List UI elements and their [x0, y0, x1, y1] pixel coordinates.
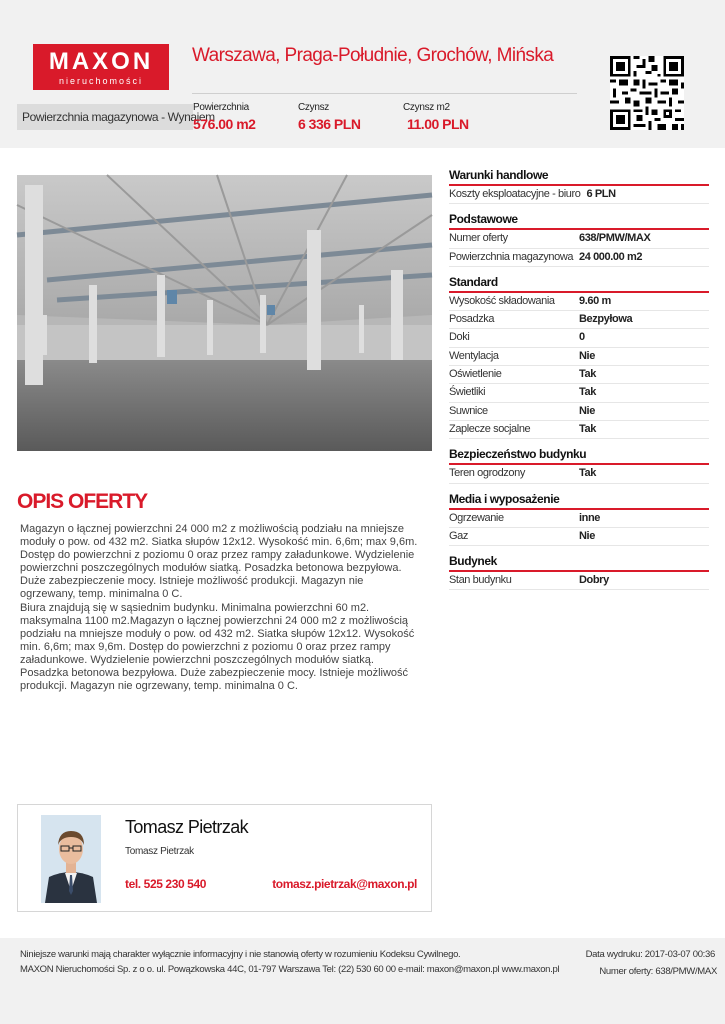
detail-row: [449, 510, 709, 528]
detail-key: Zaplecze socjalne: [449, 422, 531, 435]
detail-row: [449, 293, 709, 311]
header: [0, 0, 725, 148]
detail-row: [449, 528, 709, 546]
detail-row: [449, 384, 709, 402]
detail-row: [449, 403, 709, 421]
detail-value: Tak: [579, 422, 596, 435]
description-title: OPIS OFERTY: [17, 490, 148, 513]
footer: [0, 938, 725, 1024]
detail-key: Wentylacja: [449, 349, 499, 362]
qr-code-icon[interactable]: [610, 56, 684, 130]
agent-subtitle: Tomasz Pietrzak: [125, 846, 194, 857]
detail-value: 6 PLN: [586, 188, 616, 200]
header-divider: [192, 93, 577, 94]
section-title: Standard: [449, 275, 709, 293]
section-media: [449, 492, 709, 547]
section-standard: [449, 275, 709, 439]
detail-row: [449, 572, 709, 590]
section-title: Podstawowe: [449, 212, 709, 230]
rent-m2-value: 11.00 PLN: [407, 116, 469, 132]
details-panel: [449, 168, 709, 598]
detail-key: Ogrzewanie: [449, 511, 504, 524]
agent-phone-link[interactable]: tel. 525 230 540: [125, 877, 207, 891]
agent-card: [17, 804, 432, 912]
rent-m2-label: Czynsz m2: [403, 102, 450, 113]
section-title: Warunki handlowe: [449, 168, 709, 186]
detail-value: Dobry: [579, 574, 609, 587]
detail-row: [449, 421, 709, 439]
maxon-logo[interactable]: [33, 44, 169, 90]
detail-key: Teren ogrodzony: [449, 467, 525, 480]
detail-value: 24 000.00 m2: [579, 250, 643, 263]
detail-value: 9.60 m: [579, 294, 611, 307]
footer-offer-number: Numer oferty: 638/PMW/MAX: [599, 966, 717, 977]
detail-key: Koszty eksploatacyjne - biuro: [449, 188, 581, 200]
agent-avatar: [41, 815, 101, 903]
footer-disclaimer: Niniejsze warunki mają charakter wyłącznie informacyjny i nie stanowią oferty w rozumieniu Kodeksu Cywilnego.: [20, 949, 461, 960]
detail-value: Bezpyłowa: [579, 313, 633, 326]
area-label: Powierzchnia: [193, 102, 249, 113]
detail-key: Numer oferty: [449, 232, 508, 245]
agent-email-link[interactable]: tomasz.pietrzak@maxon.pl: [272, 877, 417, 891]
detail-value: 0: [579, 331, 585, 344]
section-warunki: [449, 168, 709, 204]
rent-label: Czynsz: [298, 102, 329, 113]
detail-key: Świetliki: [449, 386, 486, 399]
rent-block: [298, 102, 360, 132]
rent-value: 6 336 PLN: [298, 116, 361, 132]
agent-name: Tomasz Pietrzak: [125, 817, 249, 837]
detail-key: Oświetlenie: [449, 368, 502, 381]
section-budynek: [449, 554, 709, 590]
section-title: Media i wyposażenie: [449, 492, 709, 510]
detail-value: Nie: [579, 404, 595, 417]
description: [20, 523, 420, 693]
detail-key: Powierzchnia magazynowa: [449, 250, 574, 263]
detail-row: [449, 249, 709, 267]
rent-m2-block: [403, 102, 469, 132]
detail-row: [449, 311, 709, 329]
warehouse-photo: [17, 175, 432, 451]
section-bezpieczenstwo: [449, 447, 709, 483]
detail-row: [449, 465, 709, 483]
detail-row: [449, 348, 709, 366]
logo-name: MAXON: [48, 48, 154, 75]
detail-key: Posadzka: [449, 313, 495, 326]
detail-value: Nie: [579, 349, 595, 362]
offer-type: Powierzchnia magazynowa - Wynajem: [17, 104, 193, 130]
detail-value: Nie: [579, 529, 595, 542]
detail-row: [449, 366, 709, 384]
detail-row: [449, 186, 709, 204]
detail-key: Gaz: [449, 529, 468, 542]
footer-company: MAXON Nieruchomości Sp. z o o. ul. Powązkowska 44C, 01-797 Warszawa Tel: (22) 530 60 00 e-mail: maxon@maxon.pl www.maxon.pl: [20, 964, 560, 975]
area-value: 576.00 m2: [193, 116, 256, 132]
detail-row: [449, 329, 709, 347]
detail-value: Tak: [579, 467, 596, 480]
section-title: Budynek: [449, 554, 709, 572]
logo-sub: nieruchomości: [58, 76, 144, 86]
area-block: [193, 102, 255, 132]
detail-key: Doki: [449, 331, 470, 344]
footer-print-date: Data wydruku: 2017-03-07 00:36: [585, 949, 715, 960]
detail-value: Tak: [579, 368, 596, 381]
description-text: Magazyn o łącznej powierzchni 24 000 m2 z możliwością podziału na mniejsze moduły o pow. od 432 m2. Siatka słupów 12x12. Wysokość min. 6,6m; max 9,6m. Dostęp do powierzchni z poziomu 0 oraz przez rampy załadunkowe. Wydzielenie powierzchni poszczególnych modułów siatką. Posadzka betonowa bezpyłowa. Duże zabezpieczenie mocy. Istnieje możliwość produkcji. Magazyn nie ogrzewany, temp. minimalna 0 C. Biura znajdują się w sąsiednim budynku. Minimalna powierzchni 60 m2. maksymalna 1100 m2.Magazyn o łącznej powierzchni 24 000 m2 z możliwością podziału na mniejsze moduły o pow. od 432 m2. Siatka słupów 12x12. Wysokość min. 6,6m; max 9,6m. Dostęp do powierzchni z poziomu 0 oraz przez rampy załadunkowe. Wydzielenie powierzchni poszczególnych modułów siatką. Posadzka betonowa bezpyłowa. Duże zabezpieczenie mocy. Istnieje możliwość produkcji. Magazyn nie ogrzewany, temp. minimalna 0 C.: [20, 523, 418, 693]
detail-value: Tak: [579, 386, 596, 399]
page-title: Warszawa, Praga-Południe, Grochów, Mińska: [192, 45, 554, 66]
section-title: Bezpieczeństwo budynku: [449, 447, 709, 465]
detail-row: [449, 230, 709, 248]
detail-key: Stan budynku: [449, 574, 512, 587]
detail-value: 638/PMW/MAX: [579, 232, 651, 245]
section-podstawowe: [449, 212, 709, 267]
detail-key: Suwnice: [449, 404, 488, 417]
detail-value: inne: [579, 511, 601, 524]
detail-key: Wysokość składowania: [449, 294, 555, 307]
